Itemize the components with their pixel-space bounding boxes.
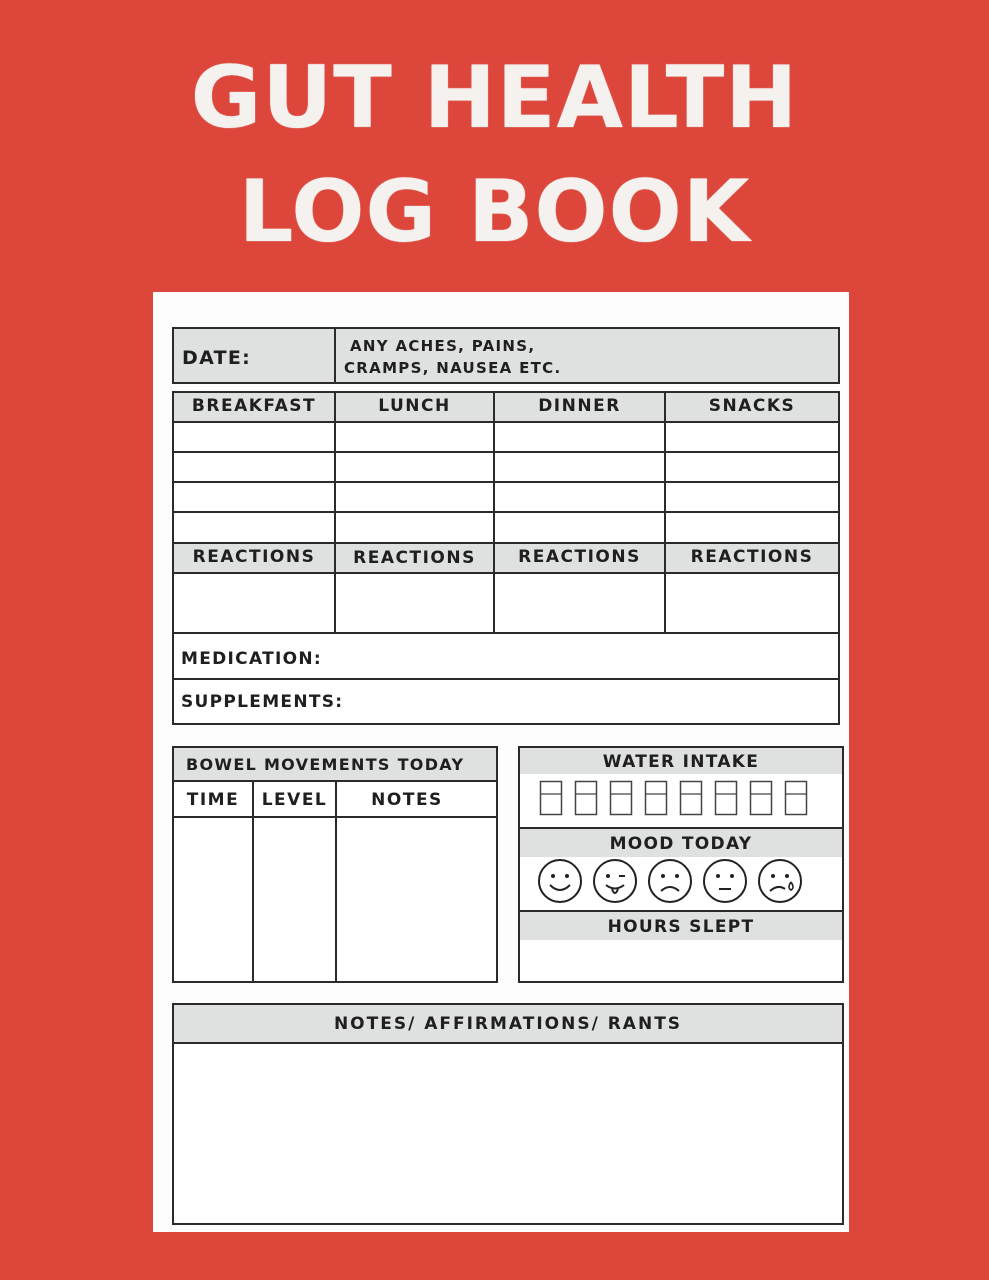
crying-face-icon (757, 858, 803, 904)
bowel-col-notes: NOTES (371, 790, 443, 810)
bowel-col-level: LEVEL (261, 790, 328, 810)
mood-title: MOOD TODAY (609, 834, 753, 854)
glass-icon-5 (679, 780, 703, 816)
bowel-title: BOWEL MOVEMENTS TODAY (186, 755, 465, 774)
meal-col-snacks: SNACKS (708, 396, 796, 416)
water-title: WATER INTAKE (602, 752, 760, 772)
mood-faces (537, 858, 807, 908)
cover-title-line1: GUT HEALTH (190, 48, 799, 148)
aches-label-line1: ANY ACHES, PAINS, (350, 337, 536, 355)
cover-title-line2: LOG BOOK (238, 162, 751, 262)
glass-icon-8 (784, 780, 808, 816)
glass-icon-2 (574, 780, 598, 816)
glass-icon-1 (539, 780, 563, 816)
meal-col-breakfast: BREAKFAST (191, 396, 317, 416)
water-glasses (539, 780, 829, 820)
supplements-label: SUPPLEMENTS: (181, 692, 344, 712)
sleep-title: HOURS SLEPT (607, 917, 755, 937)
notes-title: NOTES/ AFFIRMATIONS/ RANTS (333, 1014, 683, 1034)
bowel-col-time: TIME (186, 790, 240, 810)
glass-icon-3 (609, 780, 633, 816)
meal-col-dinner: DINNER (538, 396, 621, 416)
neutral-face-icon (702, 858, 748, 904)
glass-icon-6 (714, 780, 738, 816)
glass-icon-7 (749, 780, 773, 816)
medication-label: MEDICATION: (181, 649, 322, 669)
happy-face-icon (537, 858, 583, 904)
log-sheet (153, 292, 849, 1232)
tongue-face-icon (592, 858, 638, 904)
meal-col-lunch: LUNCH (378, 396, 451, 416)
aches-label-line2: CRAMPS, NAUSEA ETC. (344, 359, 562, 377)
sad-face-icon (647, 858, 693, 904)
reactions-label-breakfast: REACTIONS (192, 547, 316, 567)
reactions-label-snacks: REACTIONS (690, 547, 814, 567)
date-label: DATE: (182, 347, 252, 369)
reactions-label-dinner: REACTIONS (518, 547, 641, 567)
reactions-label-lunch: REACTIONS (353, 548, 476, 568)
glass-icon-4 (644, 780, 668, 816)
